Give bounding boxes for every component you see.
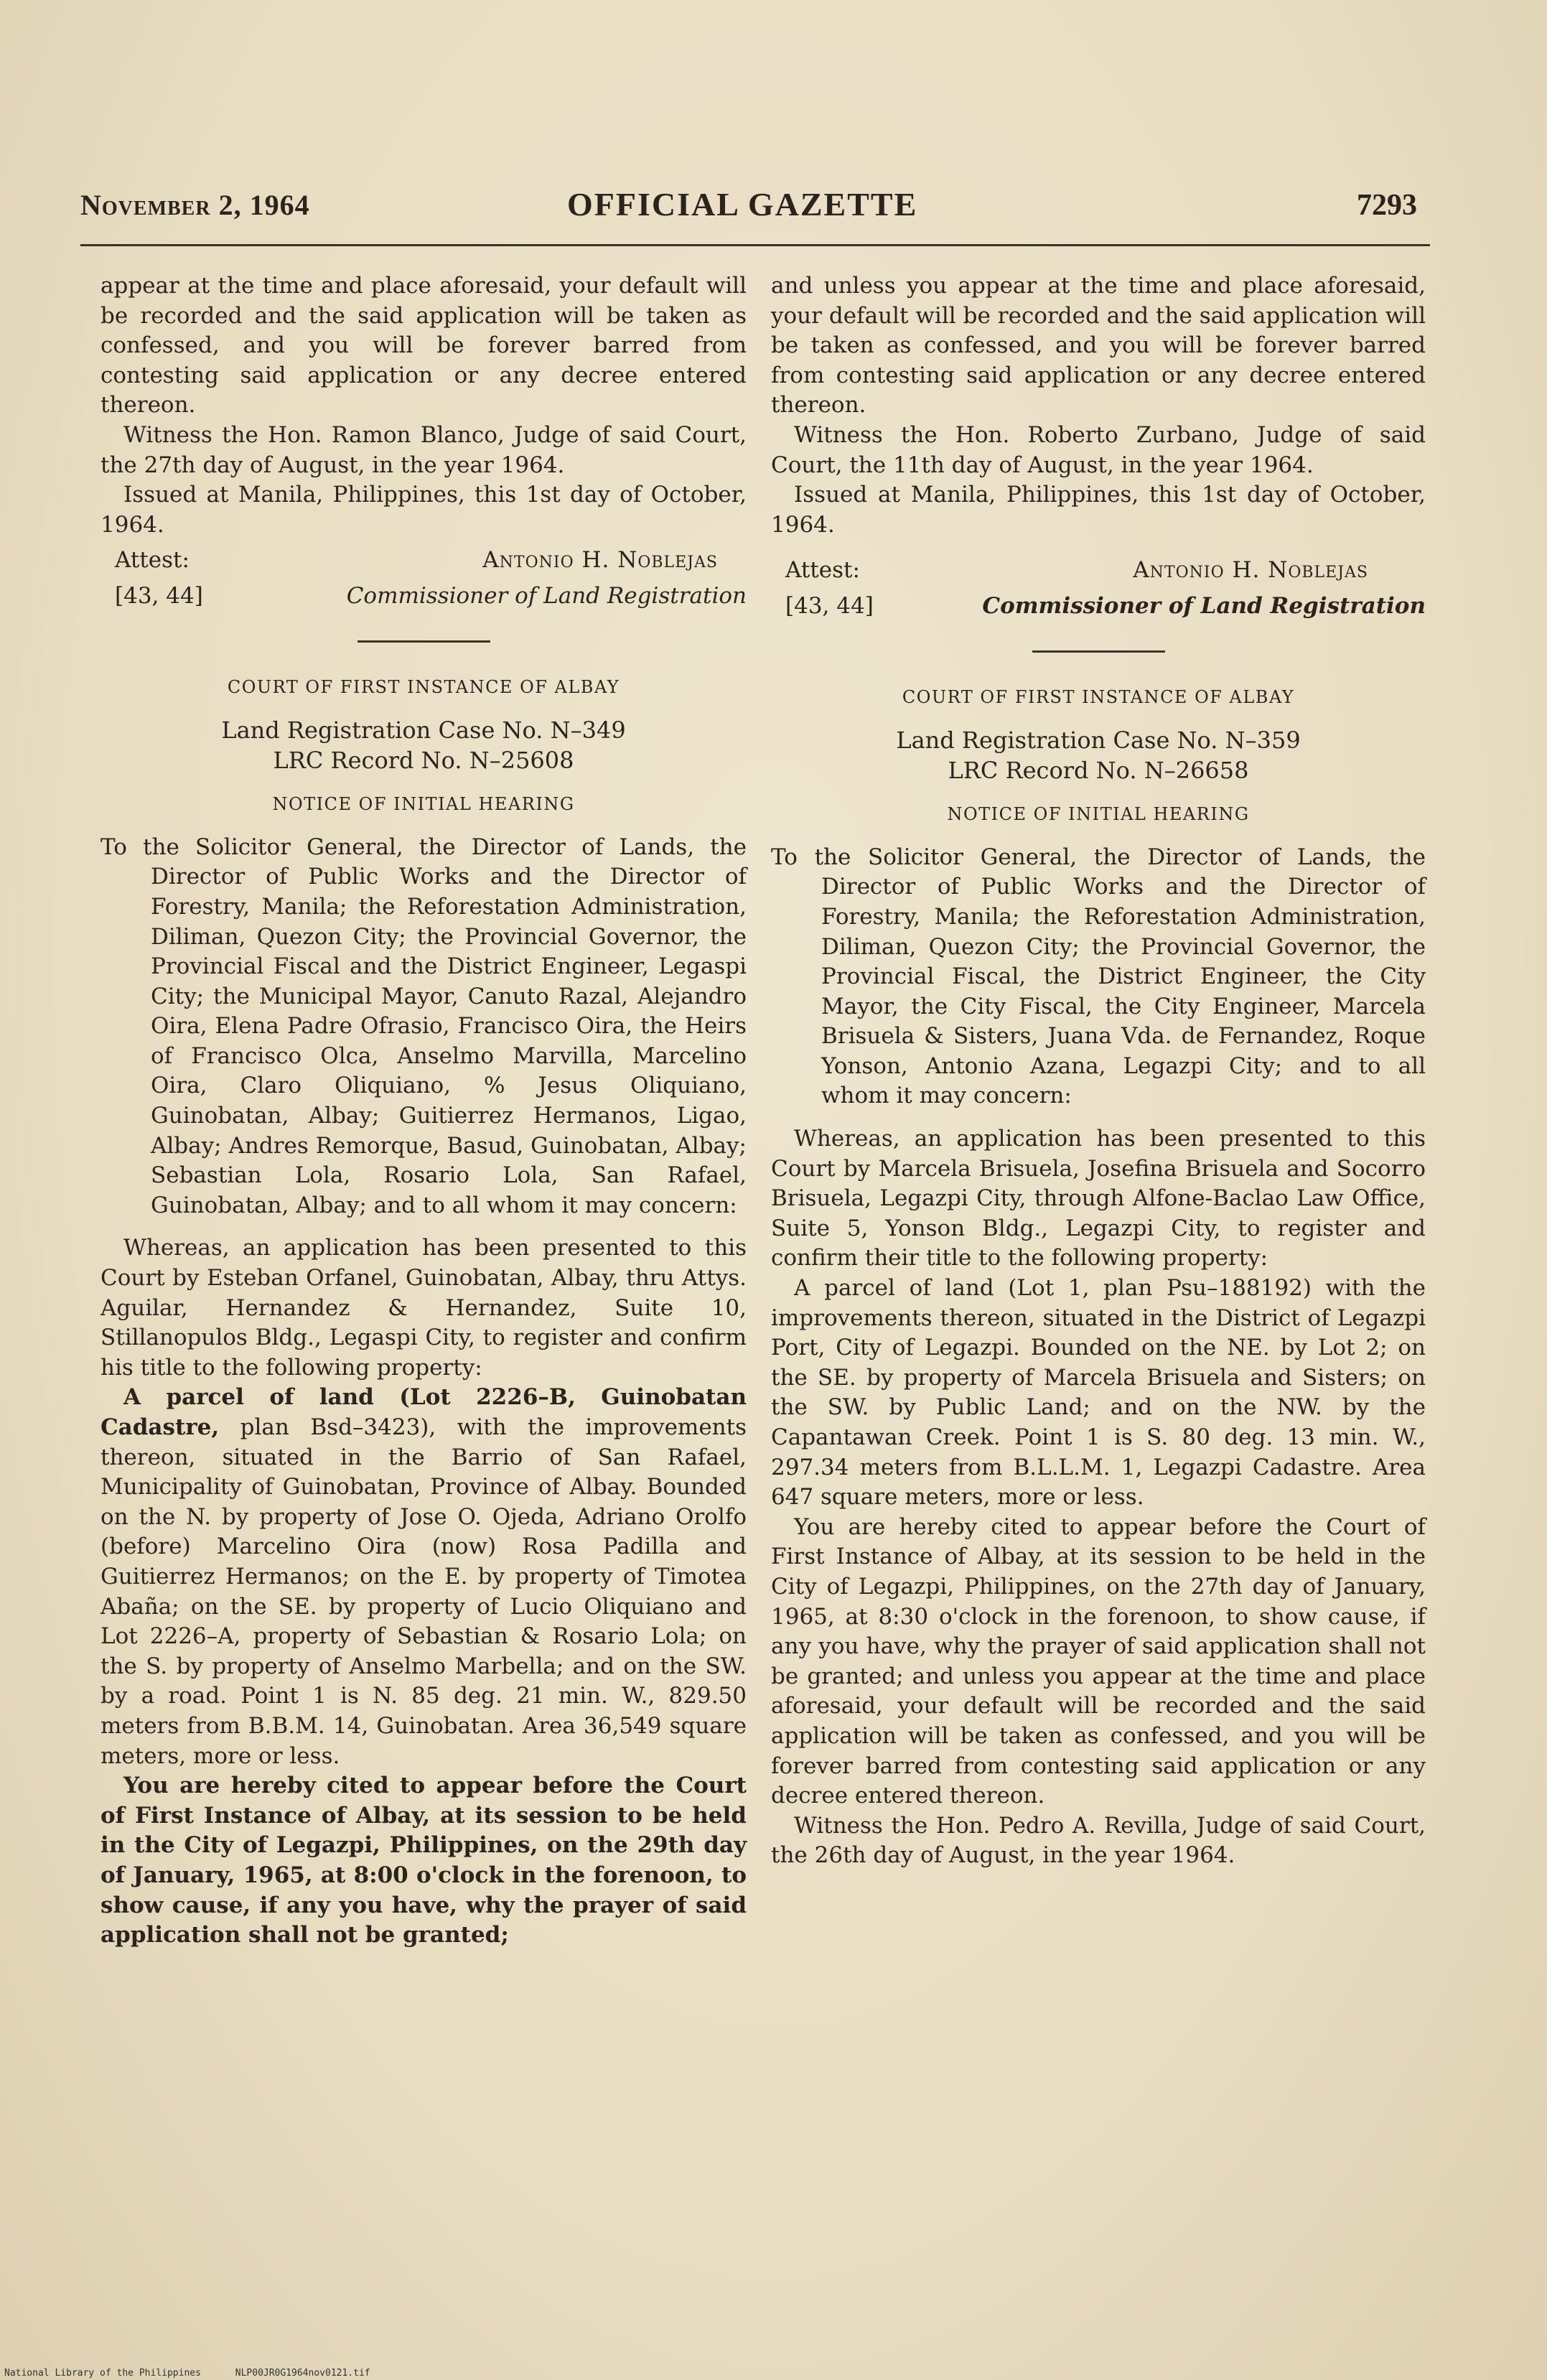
left-ref: [43, 44] [115, 582, 203, 609]
right-column [771, 271, 1426, 1871]
right-issued: Issued at Manila, Philippines, this 1st day of October, 1964. [771, 482, 1426, 538]
right-notice-heading: NOTICE OF INITIAL HEARING [947, 804, 1250, 825]
right-separator [1032, 650, 1165, 653]
right-attest [771, 556, 1426, 586]
right-parcel: A parcel of land (Lot 1, plan Psu–188192) with the improvements thereon, situated in the District of Legazpi Port, City of Legazpi. Bounded on the NE. by Lot 2; on the SE. by property of Marcela Brisuela and Sisters; on the SW. by Public Land; and on the NW. by the Capantawan Creek. Point 1 is S. 80 deg. 13 min. W., 297.34 meters from B.L.L.M. 1, Legazpi Cadastre. Area 647 square meters, more or less. [771, 1275, 1426, 1511]
left-parcel [101, 1383, 747, 1771]
right-ref: [43, 44] [785, 592, 874, 619]
left-issued: Issued at Manila, Philippines, this 1st day of October, 1964. [101, 482, 747, 538]
left-witness: Witness the Hon. Ramon Blanco, Judge of said Court, the 27th day of August, in the year 1964. [101, 421, 747, 478]
right-record-no: LRC Record No. N–26658 [948, 757, 1249, 785]
right-case-no: Land Registration Case No. N–359 [896, 727, 1301, 755]
right-commissioner: Commissioner of Land Registration [982, 592, 1426, 619]
header-page-number: 7293 [1357, 189, 1417, 222]
left-parcel-lead: A parcel of land (Lot 2226–B, Guinobatan Cadastre, [101, 1384, 747, 1440]
page-header [0, 188, 1547, 238]
right-cited: You are hereby cited to appear before the Court of First Instance of Albay, at its session to be held in the City of Legazpi, Philippines, on the 27th day of January, 1965, at 8:30 o'clock in the forenoon, to show cause, if any you have, why the prayer of said application shall not be granted; and unless you appear at the time and place aforesaid, your default will be recorded and the said application will be taken as confessed, and you will be forever barred from contesting said application or any decree entered thereon. [771, 1513, 1426, 1809]
right-continued-text: and unless you appear at the time and place aforesaid, your default will be recorded and the said application will be taken as confessed, and you will be forever barred from contesting said application or any decree entered thereon. [771, 273, 1426, 419]
right-signature-line [771, 592, 1426, 622]
left-continued-text: appear at the time and place aforesaid, your default will be recorded and the said application will be taken as confessed, and you will be forever barred from contesting said application or any decree entered thereon. [101, 273, 747, 419]
left-attest-name: Antonio H. Noblejas [482, 547, 718, 574]
header-title: OFFICIAL GAZETTE [567, 186, 918, 223]
left-case-no: Land Registration Case No. N–349 [221, 717, 626, 745]
header-date: November 2, 1964 [80, 189, 310, 221]
left-separator [357, 640, 490, 643]
right-attest-label: Attest: [785, 557, 860, 584]
right-court-heading: COURT OF FIRST INSTANCE OF ALBAY [902, 686, 1295, 707]
scan-footer [4, 2368, 399, 2379]
right-attest-name: Antonio H. Noblejas [1133, 557, 1368, 584]
left-addressees: To the Solicitor General, the Director of Lands, the Director of Public Works and the Director of Forestry, Manila; the Reforestation Administration, Diliman, Quezon City; the Provincial Governor, the Provincial Fiscal and the District Engineer, Legaspi City; the Municipal Mayor, Canuto Razal, Alejandro Oira, Elena Padre Ofrasio, Francisco Oira, the Heirs of Francisco Olca, Anselmo Marvilla, Marcelino Oira, Claro Oliquiano, % Jesus Oliquiano, Guinobatan, Albay; Guitierrez Hermanos, Ligao, Albay; Andres Remorque, Basud, Guinobatan, Albay; Sebastian Lola, Rosario Lola, San Rafael, Guinobatan, Albay; and to all whom it may concern: [101, 834, 747, 1218]
left-court-heading: COURT OF FIRST INSTANCE OF ALBAY [227, 676, 620, 697]
footer-file: NLP00JR0G1964nov0121.tif [235, 2368, 370, 2379]
left-signature-line [101, 582, 747, 612]
left-record-no: LRC Record No. N–25608 [273, 747, 574, 775]
left-whereas: Whereas, an application has been presented to this Court by Esteban Orfanel, Guinobatan, Albay, thru Attys. Aguilar, Hernandez & Hernandez, Suite 10, Stillanopulos Bldg., Legaspi City, to register and confirm his title to the following property: [101, 1235, 747, 1381]
right-witness: Witness the Hon. Roberto Zurbano, Judge of said Court, the 11th day of August, in the year 1964. [771, 421, 1426, 478]
left-column [101, 271, 747, 1951]
left-cited: You are hereby cited to appear before the Court of First Instance of Albay, at its session to be held in the City of Legazpi, Philippines, on the 29th day of January, 1965, at 8:00 o'clock in the forenoon, to show cause, if any you have, why the prayer of said application shall not be granted; [101, 1773, 747, 1949]
header-rule [80, 244, 1430, 246]
left-parcel-rest: plan Bsd–3423), with the improvements thereon, situated in the Barrio of San Rafael, Municipality of Guinobatan, Province of Albay. Bounded on the N. by property of Jose O. Ojeda, Adriano Orolfo (before) Marcelino Oira (now) Rosa Padilla and Guitierrez Hermanos; on the E. by property of Timotea Abaña; on the SE. by property of Lucio Oliquiano and Lot 2226–A, property of Sebastian & Rosario Lola; on the S. by property of Anselmo Marbella; and on the SW. by a road. Point 1 is N. 85 deg. 21 min. W., 829.50 meters from B.B.M. 14, Guinobatan. Area 36,549 square meters, more or less. [101, 1414, 747, 1769]
footer-library: National Library of the Philippines [4, 2368, 201, 2379]
left-commissioner: Commissioner of Land Registration [346, 582, 747, 609]
right-witness-2: Witness the Hon. Pedro A. Revilla, Judge of said Court, the 26th day of August, in the year 1964. [771, 1812, 1426, 1869]
right-whereas: Whereas, an application has been presented to this Court by Marcela Brisuela, Josefina Brisuela and Socorro Brisuela, Legazpi City, through Alfone-Baclao Law Office, Suite 5, Yonson Bldg., Legazpi City, to register and confirm their title to the following property: [771, 1126, 1426, 1271]
right-addressees: To the Solicitor General, the Director of Lands, the Director of Public Works and the Director of Forestry, Manila; the Reforestation Administration, Diliman, Quezon City; the Provincial Governor, the Provincial Fiscal, the District Engineer, the City Mayor, the City Fiscal, the City Engineer, Marcela Brisuela & Sisters, Juana Vda. de Fernandez, Roque Yonson, Antonio Azana, Legazpi City; and to all whom it may concern: [771, 844, 1426, 1109]
left-attest [101, 546, 747, 576]
left-attest-label: Attest: [115, 547, 190, 574]
left-notice-heading: NOTICE OF INITIAL HEARING [272, 794, 575, 815]
